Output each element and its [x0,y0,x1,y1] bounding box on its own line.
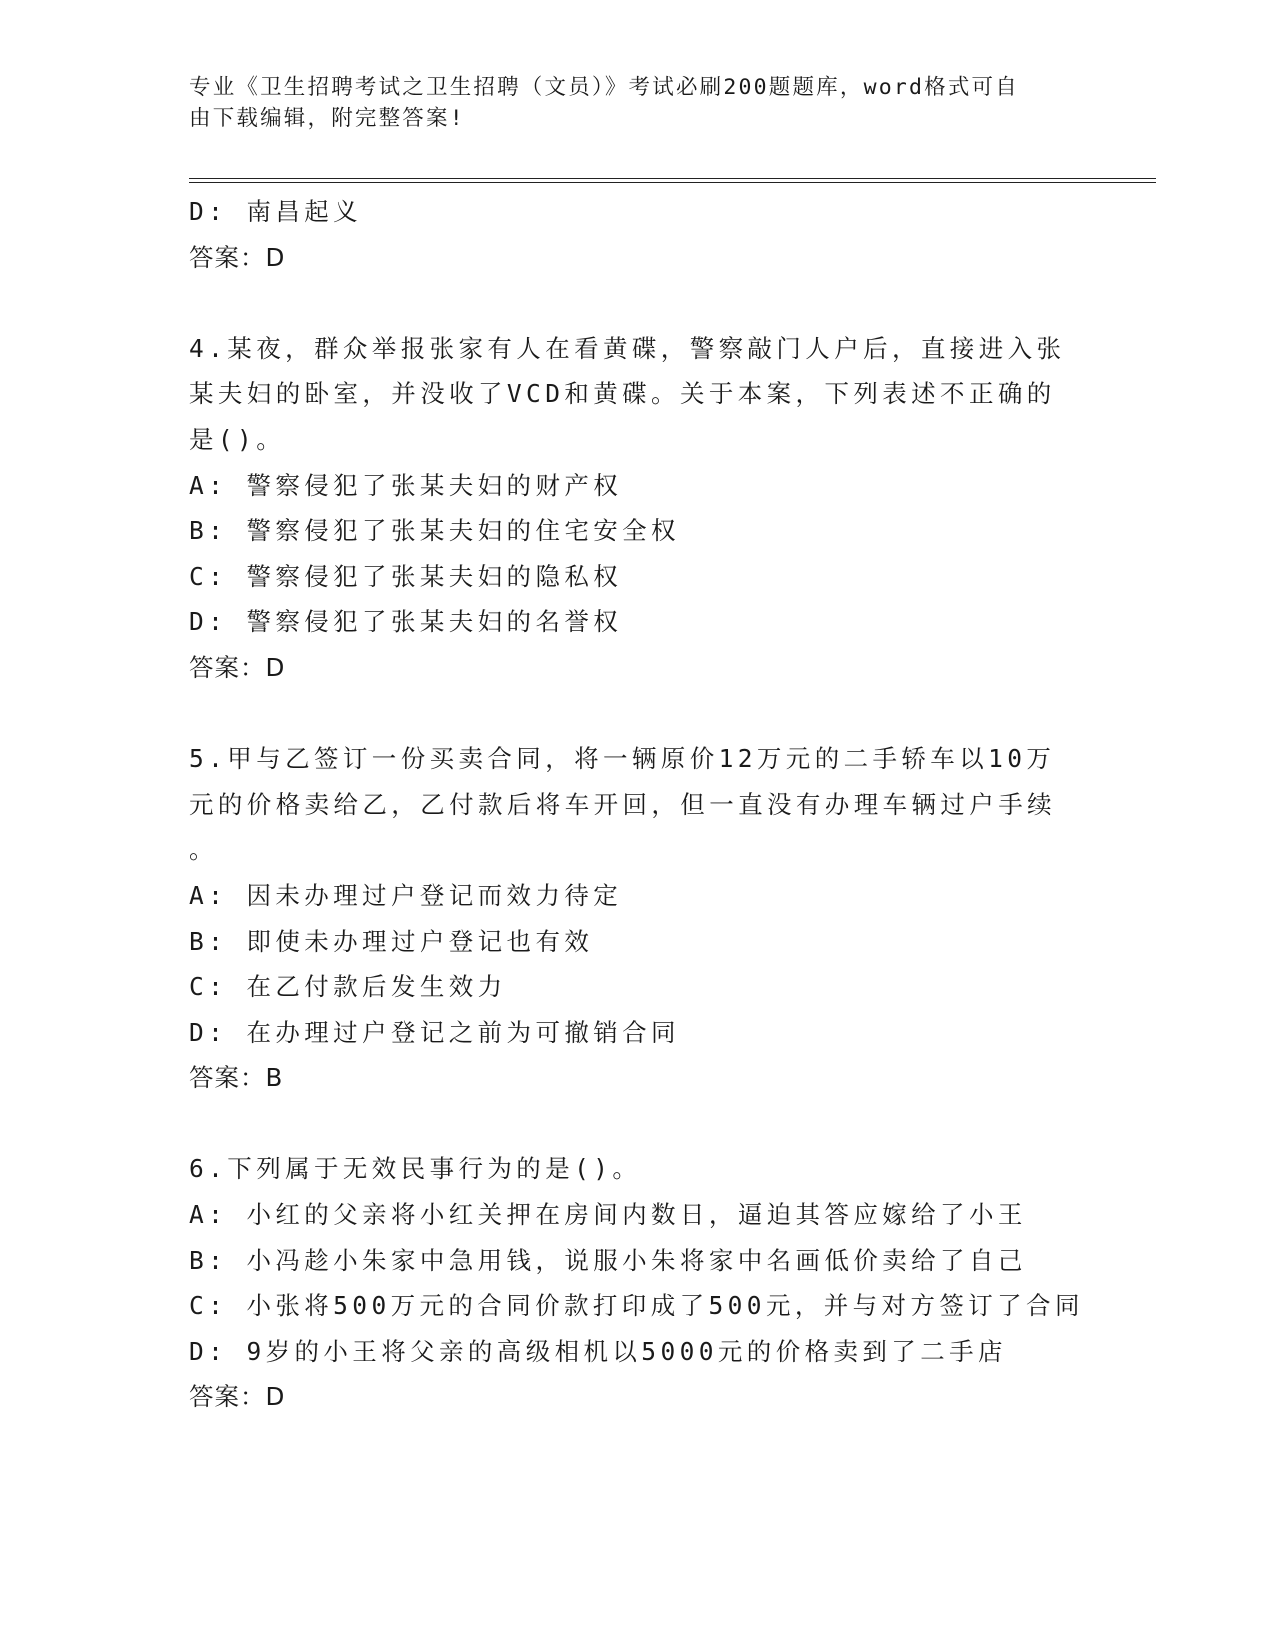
option-d: D: 9岁的小王将父亲的高级相机以5000元的价格卖到了二手店 [189,1336,1007,1366]
option-c: C: 警察侵犯了张某夫妇的隐私权 [189,561,623,591]
header-title-line-1: 专业《卫生招聘考试之卫生招聘（文员）》考试必刷200题题库，word格式可自 [189,75,1019,100]
question-stem-line: 某夫妇的卧室，并没收了VCD和黄碟。关于本案，下列表述不正确的 [189,379,1056,409]
header-divider-bottom [189,182,1156,183]
spacer [189,1101,1069,1147]
spacer [189,280,1069,326]
answer-line: 答案：D [189,242,286,272]
option-a: A: 因未办理过户登记而效力待定 [189,880,623,910]
spacer [189,691,1069,737]
option-d: D: 南昌起义 [189,197,363,226]
question-4 [189,326,1069,691]
option-b: B: 小冯趁小朱家中急用钱，说服小朱将家中名画低价卖给了自己 [189,1245,1027,1275]
question-stem-line: 4.某夜，群众举报张家有人在看黄碟，警察敲门人户后，直接进入张 [189,333,1066,363]
option-d: D: 在办理过户登记之前为可撤销合同 [189,1017,680,1047]
option-b: B: 警察侵犯了张某夫妇的住宅安全权 [189,516,680,546]
option-c: C: 在乙付款后发生效力 [189,972,507,1002]
question-stem-line: 。 [189,835,218,865]
answer-line: 答案：B [189,1063,284,1093]
option-a: A: 警察侵犯了张某夫妇的财产权 [189,470,623,500]
header-title-line-2: 由下载编辑，附完整答案! [189,106,465,131]
question-5 [189,736,1069,1101]
option-b: B: 即使未办理过户登记也有效 [189,926,594,956]
question-6 [189,1146,1084,1420]
question-stem-line: 元的价格卖给乙，乙付款后将车开回，但一直没有办理车辆过户手续 [189,789,1056,819]
option-c: C: 小张将500万元的合同价款打印成了500元，并与对方签订了合同 [189,1291,1084,1321]
answer-line: 答案：D [189,652,286,682]
document-body [189,189,1084,1420]
question-stem-line: 是()。 [189,424,286,454]
header-divider-top [189,178,1156,179]
option-a: A: 小红的父亲将小红关押在房间内数日，逼迫其答应嫁给了小王 [189,1200,1027,1230]
document-header [189,72,1069,134]
question-stem-line: 5.甲与乙签订一份买卖合同，将一辆原价12万元的二手轿车以10万 [189,744,1056,774]
option-d: D: 警察侵犯了张某夫妇的名誉权 [189,607,623,637]
answer-line: 答案：D [189,1382,286,1412]
question-stem-line: 6.下列属于无效民事行为的是()。 [189,1154,642,1184]
